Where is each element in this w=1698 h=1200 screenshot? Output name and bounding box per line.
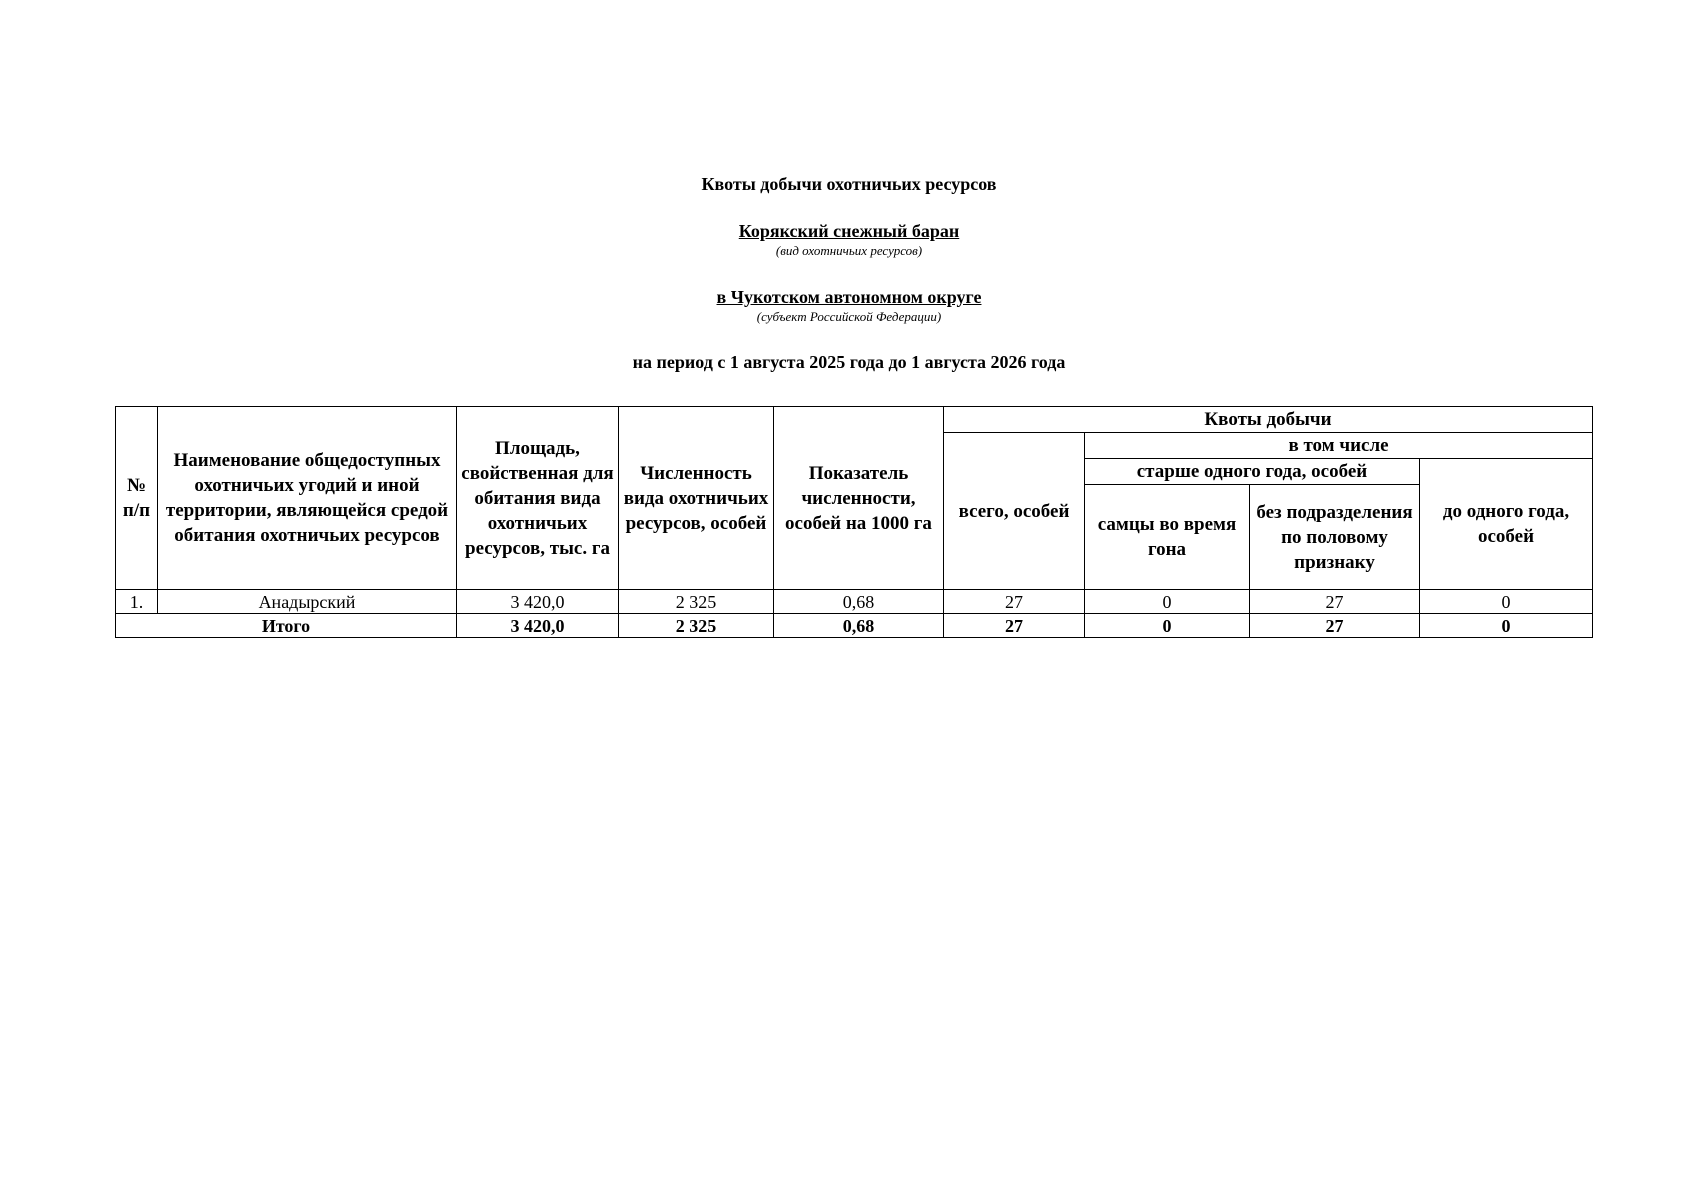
quota-table [115,406,1593,638]
header-name: Наименование общедоступных охотничьих угодий и иной территории, являющейся средой обитания охотничьих ресурсов [158,407,457,590]
row-population: 2 325 [619,590,774,614]
header-including: в том числе [1085,433,1593,459]
totals-no-sex: 27 [1250,614,1420,638]
document-title: Квоты добычи охотничьих ресурсов [701,174,997,194]
row-no-sex: 27 [1250,590,1420,614]
row-area: 3 420,0 [457,590,619,614]
totals-young: 0 [1420,614,1593,638]
species-caption: (вид охотничьих ресурсов) [775,243,923,258]
table-row [116,590,1593,614]
totals-label: Итого [116,614,457,638]
header-density: Показатель численности, особей на 1000 га [774,407,944,590]
header-older: старше одного года, особей [1085,459,1420,485]
totals-population: 2 325 [619,614,774,638]
totals-males: 0 [1085,614,1250,638]
header-num: № п/п [116,407,158,590]
header-quotas: Квоты добычи [944,407,1593,433]
row-density: 0,68 [774,590,944,614]
row-total: 27 [944,590,1085,614]
header-young: до одного года, особей [1420,459,1593,590]
header-no-sex: без подразделения по половому признаку [1250,485,1420,590]
row-males: 0 [1085,590,1250,614]
header-total: всего, особей [944,433,1085,590]
totals-area: 3 420,0 [457,614,619,638]
species-name: Корякский снежный баран [738,221,960,241]
region-name: в Чукотском автономном округе [716,287,982,307]
totals-density: 0,68 [774,614,944,638]
header-males: самцы во время гона [1085,485,1250,590]
row-young: 0 [1420,590,1593,614]
row-num: 1. [116,590,158,614]
totals-row [116,614,1593,638]
header-area: Площадь, свойственная для обитания вида охотничьих ресурсов, тыс. га [457,407,619,590]
period-text: на период с 1 августа 2025 года до 1 августа 2026 года [632,352,1066,372]
row-name: Анадырский [158,590,457,614]
totals-total: 27 [944,614,1085,638]
region-caption: (субъект Российской Федерации) [756,309,942,324]
header-population: Численность вида охотничьих ресурсов, особей [619,407,774,590]
